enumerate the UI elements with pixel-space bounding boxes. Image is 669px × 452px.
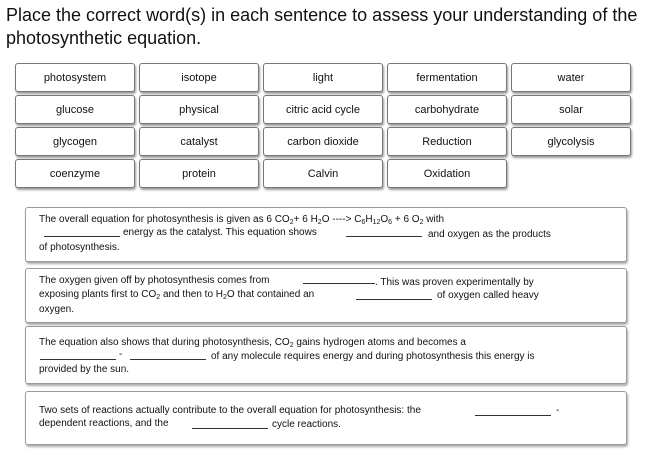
sentence-2-line-2d: of oxygen called heavy [437, 290, 539, 301]
word-tile-label: fermentation [416, 71, 478, 84]
word-tile-physical[interactable] [139, 95, 259, 124]
sentence-2-line-1a: The oxygen given off by photosynthesis comes from [39, 275, 270, 286]
text-segment: O ----> C [321, 214, 362, 225]
word-tile-fermentation[interactable] [387, 63, 507, 92]
blank-8[interactable] [192, 428, 268, 429]
sentence-4-line-1a: Two sets of reactions actually contribute to the overall equation for photosynthesis: the [39, 405, 421, 416]
instructions-line-2: photosynthetic equation. [6, 28, 202, 48]
word-tile-label: coenzyme [49, 167, 101, 180]
sentence-2-line-3: oxygen. [39, 304, 75, 315]
sentence-2-line-2 [39, 288, 314, 301]
sentence-4-line-2a: dependent reactions, and the [39, 418, 169, 429]
word-tile-oxidation[interactable] [387, 159, 507, 188]
sentence-4-dash: - [556, 405, 560, 416]
blank-6[interactable] [130, 359, 206, 360]
sentence-3-line-3: provided by the sun. [39, 364, 130, 375]
word-tile-label: water [557, 71, 585, 84]
word-tile-label: glycolysis [547, 135, 595, 148]
word-tile-water[interactable] [511, 63, 631, 92]
text-segment: O that contained an [226, 289, 315, 300]
subscript: 6 [388, 219, 393, 226]
word-tile-solar[interactable] [511, 95, 631, 124]
sentence-3-dash: - [119, 349, 123, 360]
text-segment: H [365, 214, 373, 225]
text-segment: The overall equation for photosynthesis is given as 6 CO [39, 214, 290, 225]
word-tile-label: protein [182, 167, 216, 180]
subscript: 2 [317, 219, 322, 226]
sentence-1-card [25, 207, 627, 262]
sentence-4-line-2b: cycle reactions. [272, 419, 341, 430]
sentence-2-card [25, 268, 627, 323]
text-segment: O [380, 214, 389, 225]
word-tile-reduction[interactable] [387, 127, 507, 156]
word-tile-label: glycogen [52, 135, 98, 148]
subscript: 2 [156, 294, 161, 301]
word-tile-protein[interactable] [139, 159, 259, 188]
word-tile-label: citric acid cycle [286, 103, 360, 116]
instructions-line-1: Place the correct word(s) in each sentence to assess your understanding of the [6, 5, 638, 25]
word-tile-glycolysis[interactable] [511, 127, 631, 156]
word-tile-catalyst[interactable] [139, 127, 259, 156]
word-tile-glycogen[interactable] [15, 127, 135, 156]
blank-3[interactable] [303, 283, 375, 284]
word-tile-label: Calvin [307, 167, 339, 180]
text-segment: gains hydrogen atoms and becomes a [293, 337, 466, 348]
word-tile-label: photosystem [43, 71, 107, 84]
text-segment: and then to H [160, 289, 224, 300]
subscript: 2 [419, 219, 424, 226]
sentence-1-line-3: of photosynthesis. [39, 242, 120, 253]
word-tile-label: solar [559, 103, 583, 116]
blank-5[interactable] [40, 359, 116, 360]
text-segment: with [423, 214, 445, 225]
sentence-1-line-1 [39, 213, 444, 226]
word-tile-isotope[interactable] [139, 63, 259, 92]
subscript: 2 [289, 342, 294, 349]
word-tile-label: Oxidation [423, 167, 471, 180]
sentence-1-line-2b: and oxygen as the products [428, 229, 551, 240]
word-tile-label: carbohydrate [414, 103, 480, 116]
word-tile-label: catalyst [180, 135, 218, 148]
instructions [6, 4, 666, 50]
blank-4[interactable] [356, 299, 432, 300]
sentence-1-line-2a: energy as the catalyst. This equation shows [123, 227, 317, 238]
word-tile-glucose[interactable] [15, 95, 135, 124]
word-tile-carbon-dioxide[interactable] [263, 127, 383, 156]
word-tile-photosystem[interactable] [15, 63, 135, 92]
subscript: 12 [372, 219, 381, 226]
word-tile-label: physical [179, 103, 219, 116]
word-tile-label: glucose [56, 103, 94, 116]
word-tile-light[interactable] [263, 63, 383, 92]
subscript: 2 [289, 219, 294, 226]
word-tile-label: light [312, 71, 334, 84]
subscript: 2 [223, 294, 227, 301]
word-tile-label: Reduction [422, 135, 472, 148]
text-segment: exposing plants first to CO [39, 289, 157, 300]
text-segment: The equation also shows that during photosynthesis, CO [39, 337, 290, 348]
sentence-2-line-1b: . This was proven experimentally by [375, 277, 534, 288]
text-segment: + 6 H [293, 214, 318, 225]
blank-2[interactable] [346, 236, 422, 237]
sentence-3-line-2: of any molecule requires energy and during photosynthesis this energy is [211, 351, 535, 362]
sentence-3-card [25, 326, 627, 384]
word-tile-label: carbon dioxide [287, 135, 359, 148]
word-tile-coenzyme[interactable] [15, 159, 135, 188]
word-tile-citric-acid-cycle[interactable] [263, 95, 383, 124]
word-tile-label: isotope [181, 71, 217, 84]
word-tile-carbohydrate[interactable] [387, 95, 507, 124]
blank-1[interactable] [44, 236, 120, 237]
subscript: 6 [361, 219, 366, 226]
text-segment: + 6 O [392, 214, 420, 225]
sentence-3-line-1 [39, 336, 466, 349]
blank-7[interactable] [475, 415, 551, 416]
sentence-4-card [25, 391, 627, 445]
word-tile-calvin[interactable] [263, 159, 383, 188]
